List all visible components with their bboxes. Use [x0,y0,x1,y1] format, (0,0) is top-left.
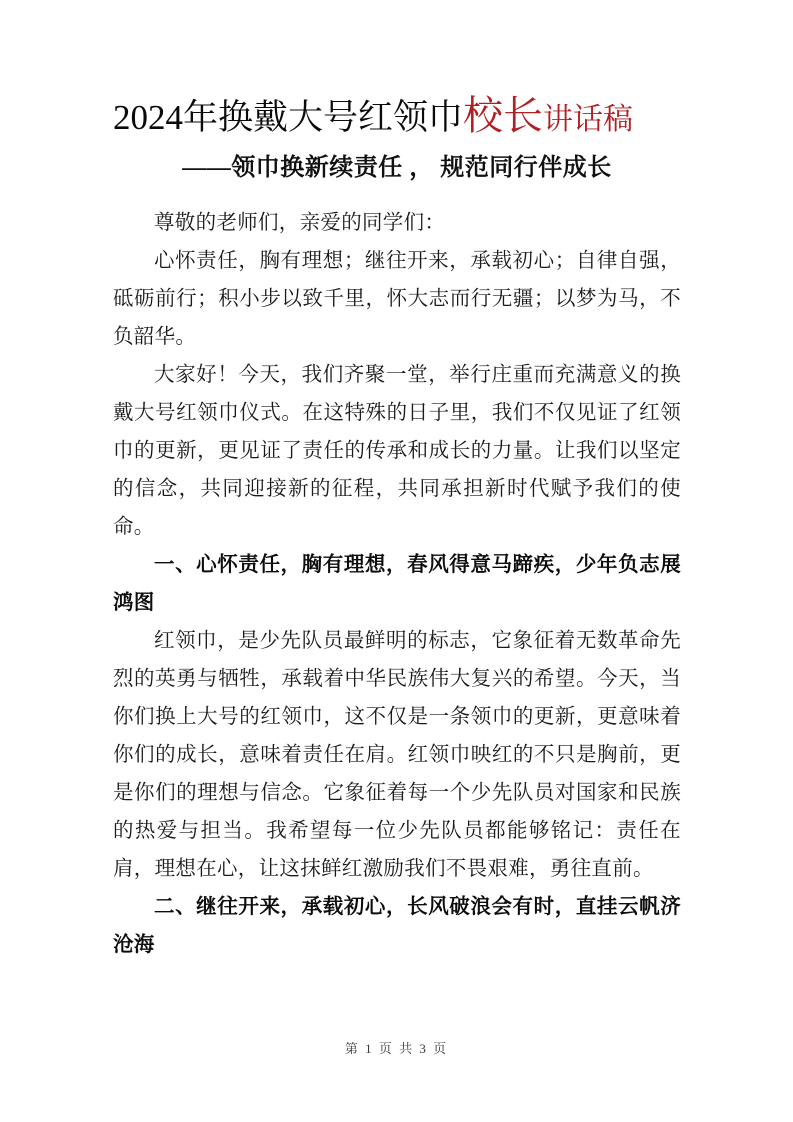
section-heading-one: 一、心怀责任，胸有理想，春风得意马蹄疾，少年负志展鸿图 [113,554,681,615]
title-segment-black: 2024年换戴大号红领巾 [113,98,464,137]
page-footer: 第 1 页 共 3 页 [344,1041,449,1056]
document-content [113,92,681,964]
title-segment-red-small: 讲话稿 [543,103,634,136]
paragraph-greeting: 大家好！今天，我们齐聚一堂，举行庄重而充满意义的换戴大号红领巾仪式。在这特殊的日子里，我们不仅见证了红领巾的更新，更见证了责任的传承和成长的力量。让我们以坚定的信念，共同迎接新的征程，共同承担新时代赋予我们的使命。 [113,364,681,539]
section-heading-two: 二、继往开来，承载初心，长风破浪会有时，直挂云帆济沧海 [113,896,681,957]
paragraph-section-one-body: 红领巾，是少先队员最鲜明的标志，它象征着无数革命先烈的英勇与牺牲，承载着中华民族伟大复兴的希望。今天，当你们换上大号的红领巾，这不仅是一条领巾的更新，更意味着你们的成长，意味着责任在肩。红领巾映红的不只是胸前，更是你们的理想与信念。它象征着每一个少先队员对国家和民族的热爱与担当。我希望每一位少先队员都能够铭记：责任在肩，理想在心，让这抹鲜红激励我们不畏艰难，勇往直前。 [113,630,681,881]
paragraph-salutation: 尊敬的老师们，亲爱的同学们： [154,212,446,235]
paragraph-opening-verse: 心怀责任，胸有理想；继往开来，承载初心；自律自强，砥砺前行；积小步以致千里，怀大志而行无疆；以梦为马，不负韶华。 [113,250,681,349]
title-segment-red-large: 校长 [463,93,544,138]
page-title [113,92,681,139]
page-subtitle: ——领巾换新续责任 ， 规范同行伴成长 [182,155,612,182]
